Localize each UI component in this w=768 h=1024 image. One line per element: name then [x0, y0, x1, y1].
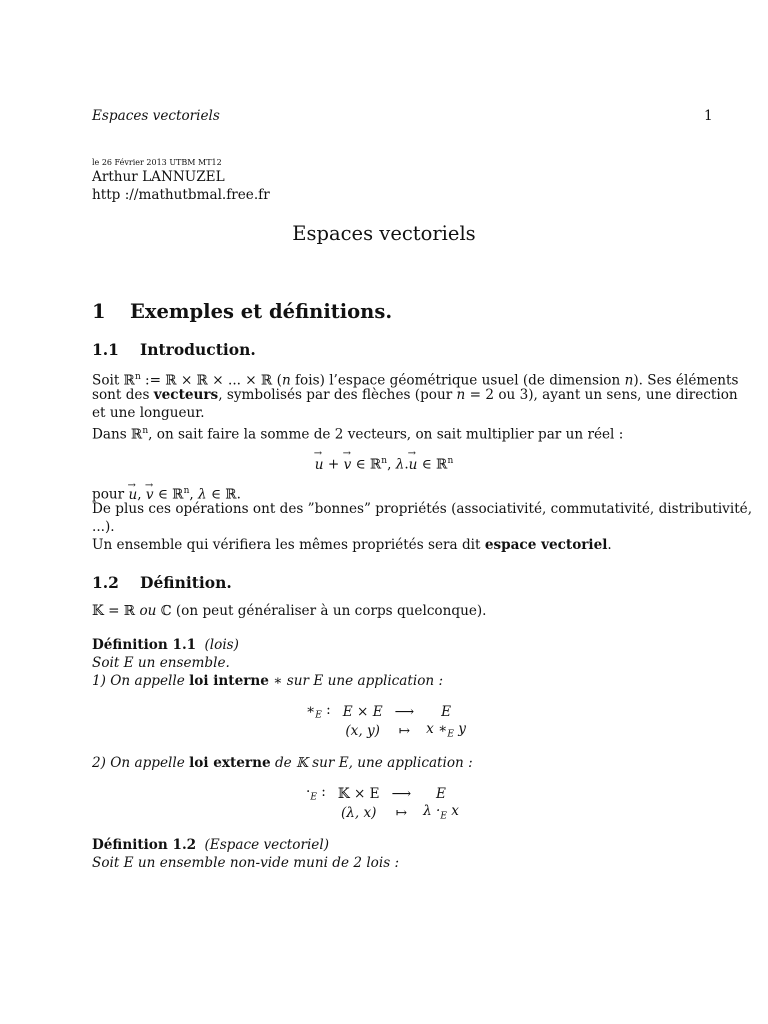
text: Dans ℝ — [92, 426, 143, 443]
map-image: x $∗_E$ y — [426, 721, 466, 740]
external-law-map — [300, 784, 465, 822]
vector-u: u → — [409, 457, 418, 473]
field-definition — [92, 602, 487, 620]
map-operator: $∗_E$ : — [306, 702, 331, 721]
italic-word: ou — [139, 603, 157, 619]
text: ∈ ℝ — [417, 456, 448, 473]
map-element: (x, y) — [345, 722, 380, 739]
definition-label: Définition 1.1 — [92, 637, 197, 653]
text: , symbolisés par des flèches (pour — [218, 387, 457, 403]
map-domain: 𝕂 × E — [337, 785, 380, 802]
vector-v: v → — [146, 486, 154, 504]
map-arrow: ⟶ — [391, 785, 412, 802]
vector-u: u → — [128, 486, 137, 504]
intro-line-7: ...). — [92, 519, 115, 535]
map-arrow: ⟶ — [394, 703, 415, 720]
website-url: http ://mathutbmal.free.fr — [92, 187, 270, 203]
definition-1-2-line-1: Soit E un ensemble non-vide muni de 2 lois : — [92, 855, 400, 871]
running-header-title: Espaces vectoriels — [92, 108, 220, 124]
intro-line-6: De plus ces opérations ont des ”bonnes” propriétés (associativité, commutativité, distributivité, — [92, 501, 753, 517]
text: + — [323, 456, 344, 473]
text: . — [404, 456, 409, 473]
subsection-number: 1.2 — [92, 573, 119, 592]
map-empty — [300, 721, 337, 740]
superscript: n — [381, 456, 388, 466]
text: ∈ ℝ — [153, 486, 184, 503]
text: 𝕂 = ℝ — [92, 603, 140, 619]
subsection-heading — [92, 340, 256, 359]
display-math-vectors — [0, 456, 768, 473]
subsection-heading — [92, 573, 232, 592]
definition-label: Définition 1.2 — [92, 837, 197, 853]
superscript: n — [447, 456, 454, 466]
text: de 𝕂 sur E, une application : — [270, 755, 473, 771]
vector-u: u → — [315, 457, 324, 473]
bold-term: vecteurs — [153, 387, 219, 403]
text: , — [189, 486, 199, 503]
map-row — [300, 784, 465, 803]
text: sont des — [92, 387, 154, 403]
map-maps-to: ↦ — [395, 804, 408, 821]
map-row — [300, 803, 465, 822]
definition-1-1-line-1: Soit E un ensemble. — [92, 655, 230, 671]
text: ∈ ℝ. — [206, 486, 241, 503]
section-heading — [92, 300, 393, 323]
superscript: n — [134, 372, 141, 382]
math-var: λ — [395, 456, 405, 473]
math-var: n — [281, 372, 291, 389]
text: , on sait faire la somme de 2 vecteurs, on sait multiplier par un réel : — [148, 426, 624, 443]
math-var: λ — [198, 486, 207, 503]
map-operator: $\cdot_E$ : — [306, 784, 326, 803]
text: , — [387, 456, 396, 473]
map-row — [300, 721, 472, 740]
text: ). Ses éléments — [633, 372, 739, 389]
text: 2) On appelle — [92, 755, 190, 771]
text: ℂ (on peut généraliser à un corps quelconque). — [156, 603, 487, 619]
definition-note: (Espace vectoriel) — [204, 837, 329, 853]
subsection-title: Introduction. — [140, 340, 256, 359]
bold-term: espace vectoriel — [484, 537, 608, 553]
text: := ℝ × ℝ × ... × ℝ ( — [140, 372, 282, 389]
bold-term: loi externe — [189, 755, 271, 771]
document-title: Espaces vectoriels — [292, 222, 476, 245]
math-var: n — [456, 387, 466, 403]
internal-law-map — [300, 702, 472, 740]
map-codomain: E — [436, 785, 446, 802]
date-line: le 26 Février 2013 UTBM MT12 — [92, 158, 222, 167]
text: = 2 ou 3), ayant un sens, une direction — [465, 387, 738, 403]
text: Soit ℝ — [92, 372, 135, 389]
superscript: n — [142, 426, 149, 436]
text: ∈ ℝ — [351, 456, 382, 473]
text: 1) On appelle — [92, 673, 190, 689]
text: . — [607, 537, 612, 553]
map-domain: E × E — [342, 703, 383, 720]
definition-1-1-line-2 — [92, 672, 443, 690]
map-codomain: E — [441, 703, 451, 720]
text: pour — [92, 486, 129, 503]
definition-1-2-heading — [92, 836, 329, 854]
vector-v: v → — [344, 457, 352, 473]
map-row — [300, 702, 472, 721]
subsection-number: 1.1 — [92, 340, 119, 359]
intro-line-8 — [92, 536, 612, 554]
map-element: (λ, x) — [340, 804, 377, 821]
intro-line-2 — [92, 386, 738, 404]
superscript: n — [183, 486, 190, 496]
intro-line-4 — [92, 422, 623, 444]
text: ∗ sur E une application : — [268, 673, 444, 689]
map-empty — [300, 803, 332, 822]
text: fois) l’espace géométrique usuel (de dimension — [290, 372, 625, 389]
definition-1-1-heading — [92, 636, 239, 654]
subsection-title: Définition. — [140, 573, 232, 592]
math-var: n — [624, 372, 634, 389]
definition-1-1-line-3 — [92, 754, 473, 772]
map-image: $\lambda \cdot_E$ x — [423, 803, 459, 822]
intro-line-3: et une longueur. — [92, 405, 205, 421]
bold-term: loi interne — [189, 673, 269, 689]
definition-note: (lois) — [204, 637, 239, 653]
page-number: 1 — [704, 108, 713, 124]
author: Arthur LANNUZEL — [92, 169, 225, 185]
section-title: Exemples et définitions. — [130, 300, 393, 323]
map-maps-to: ↦ — [398, 722, 411, 739]
text: Un ensemble qui vérifiera les mêmes propriétés sera dit — [92, 537, 485, 553]
text: , — [137, 486, 146, 503]
section-number: 1 — [92, 300, 106, 323]
